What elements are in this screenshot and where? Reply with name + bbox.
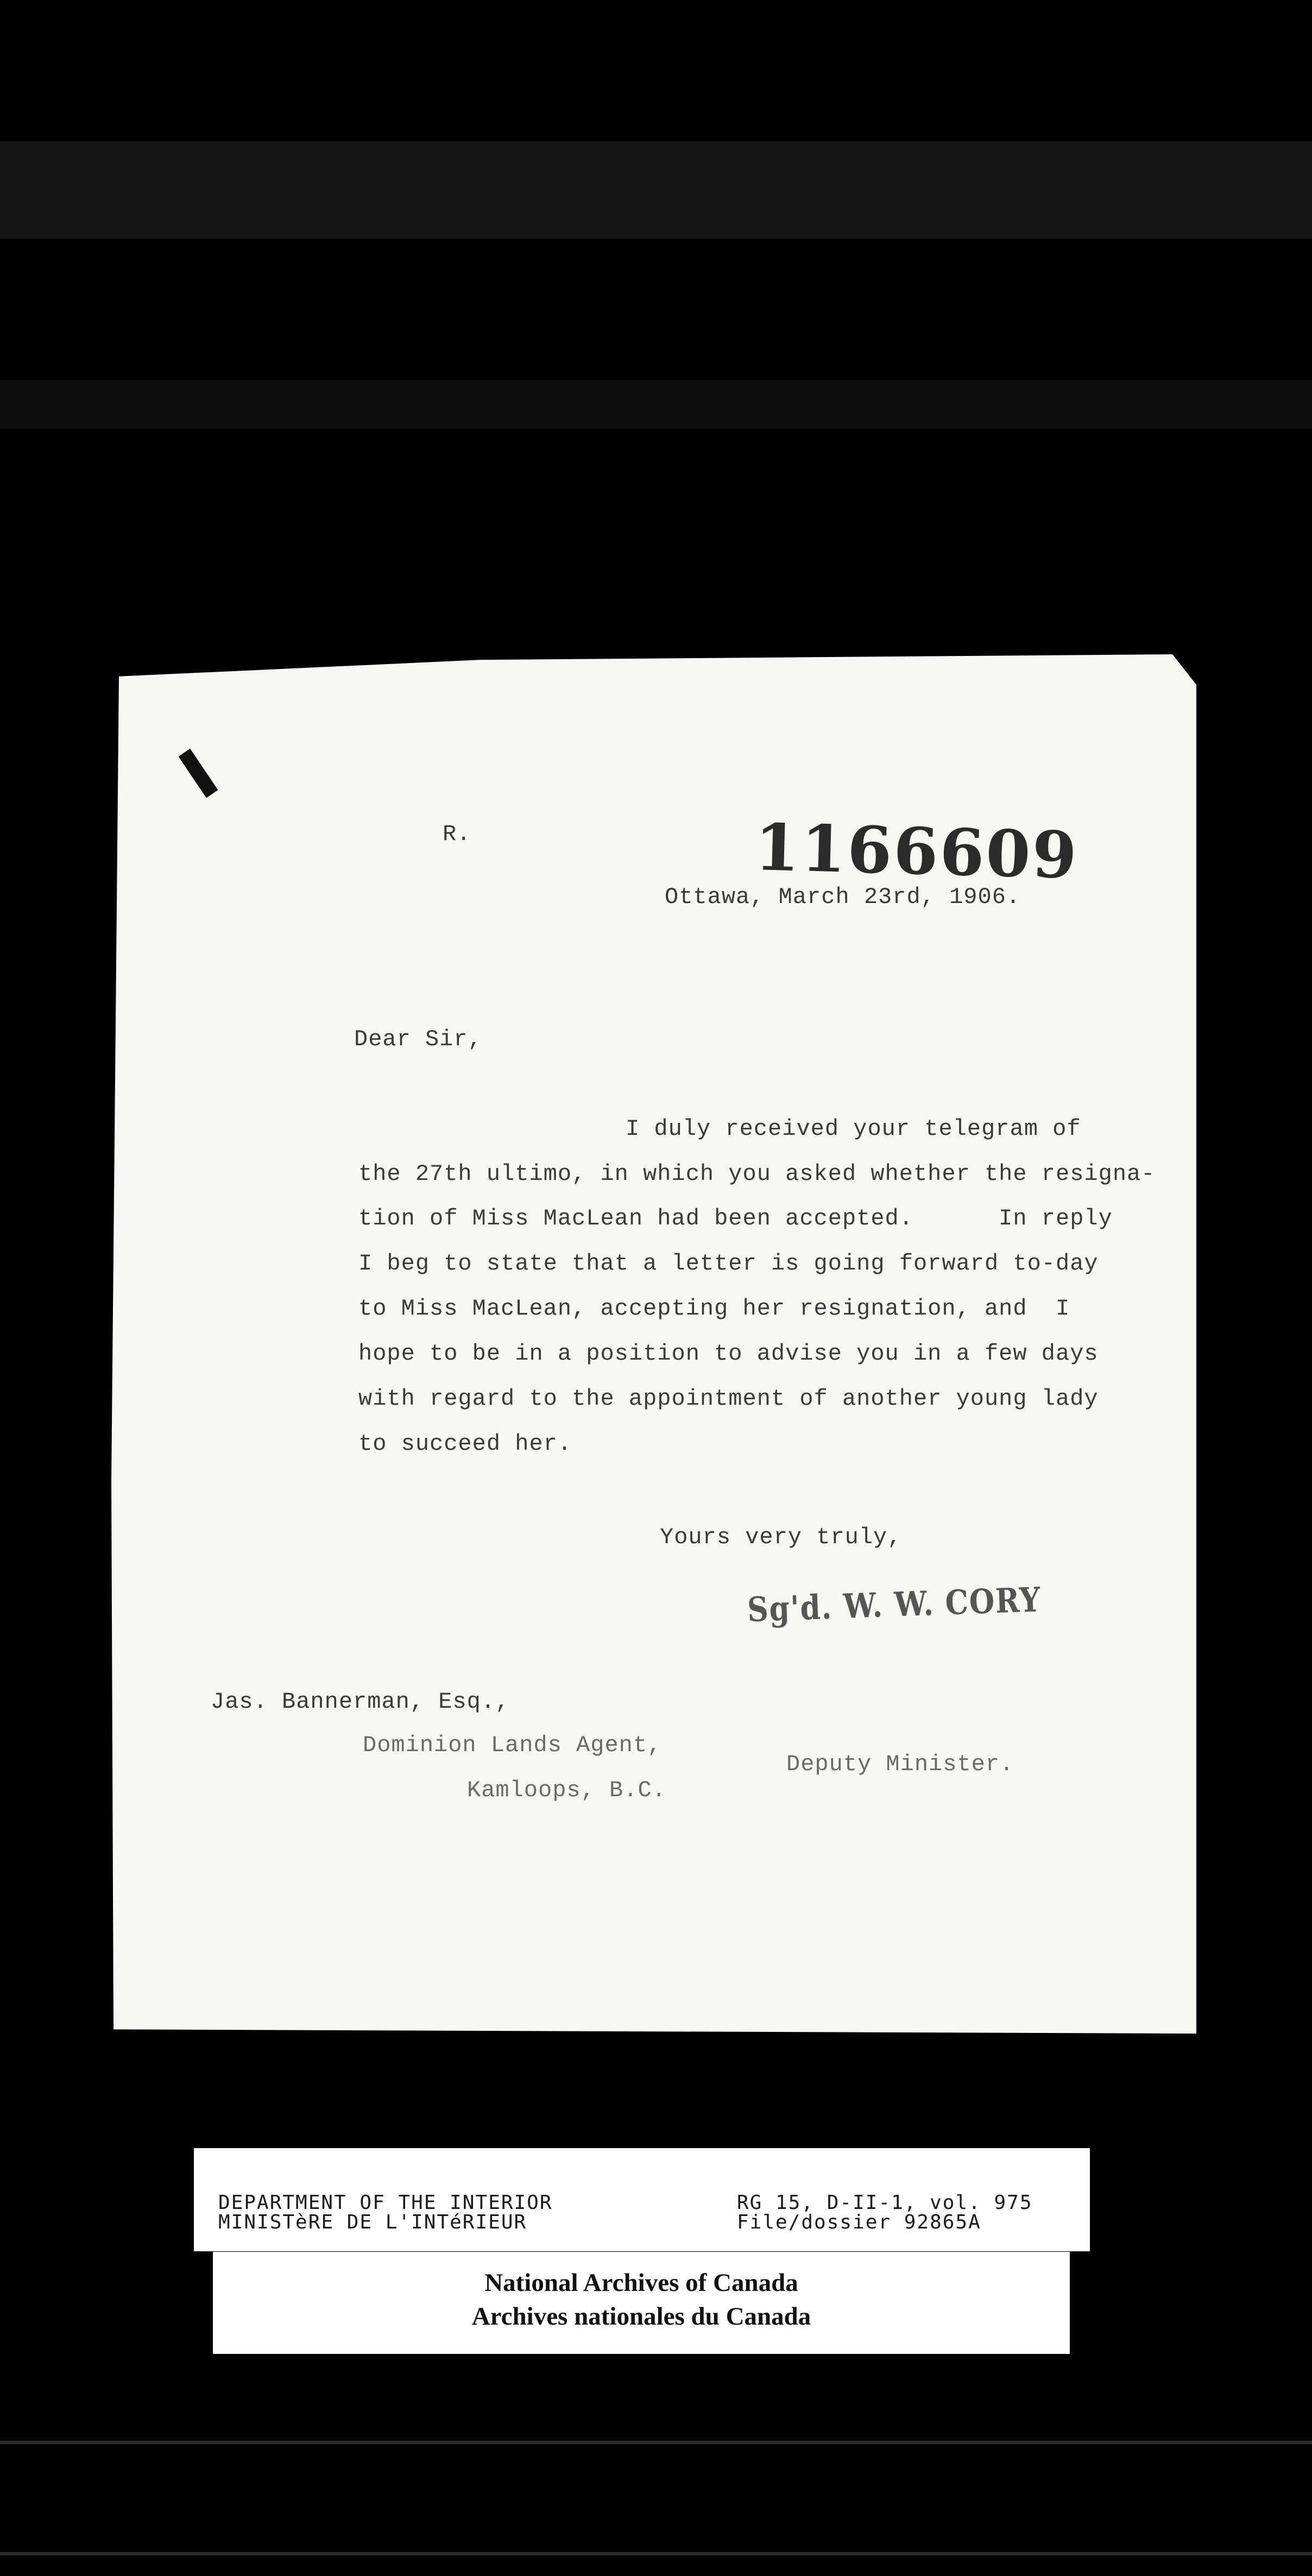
- salutation: Dear Sir,: [354, 1026, 482, 1052]
- body-line: to Miss MacLean, accepting her resignation, and I: [358, 1296, 1070, 1322]
- body-line: hope to be in a position to advise you in a few days: [358, 1341, 1099, 1367]
- divider: [0, 2441, 1312, 2444]
- body-line: I beg to state that a letter is going forward to-day: [358, 1251, 1099, 1277]
- body-line: I duly received your telegram of: [626, 1116, 1081, 1142]
- archive-credit-label: [213, 2252, 1070, 2354]
- closing: Yours very truly,: [660, 1524, 902, 1550]
- archive-credit-fr: Archives nationales du Canada: [471, 2302, 811, 2331]
- address-name: Jas. Bannerman, Esq.,: [211, 1689, 510, 1715]
- scan-background-band: [0, 380, 1312, 429]
- body-line: the 27th ultimo, in which you asked whether the resigna-: [358, 1161, 1156, 1187]
- file-dossier-reference: File/dossier 92865A: [737, 2211, 981, 2233]
- scan-background-band: [0, 141, 1312, 239]
- body-line: tion of Miss MacLean had been accepted. In reply: [358, 1205, 1113, 1232]
- body-line: with regard to the appointment of another young lady: [358, 1386, 1099, 1412]
- archive-credit-en: National Archives of Canada: [484, 2269, 798, 2297]
- file-number-stamp: 1166609: [754, 809, 1080, 893]
- department-en: DEPARTMENT OF THE INTERIOR: [218, 2192, 553, 2214]
- address-title: Dominion Lands Agent,: [363, 1732, 662, 1758]
- department-fr: MINISTèRE DE L'INTéRIEUR: [218, 2211, 527, 2233]
- signer-title: Deputy Minister.: [786, 1751, 1014, 1777]
- letter-date: Ottawa, March 23rd, 1906.: [665, 884, 1021, 910]
- record-group-reference: RG 15, D-II-1, vol. 975: [737, 2192, 1033, 2214]
- address-city: Kamloops, B.C.: [467, 1777, 666, 1803]
- archive-reference-label: [194, 2148, 1090, 2251]
- signature-stamp: Sg'd. W. W. CORY: [747, 1580, 1042, 1630]
- letter-initial: R.: [443, 821, 471, 847]
- divider: [0, 2552, 1312, 2555]
- body-line: to succeed her.: [358, 1431, 572, 1457]
